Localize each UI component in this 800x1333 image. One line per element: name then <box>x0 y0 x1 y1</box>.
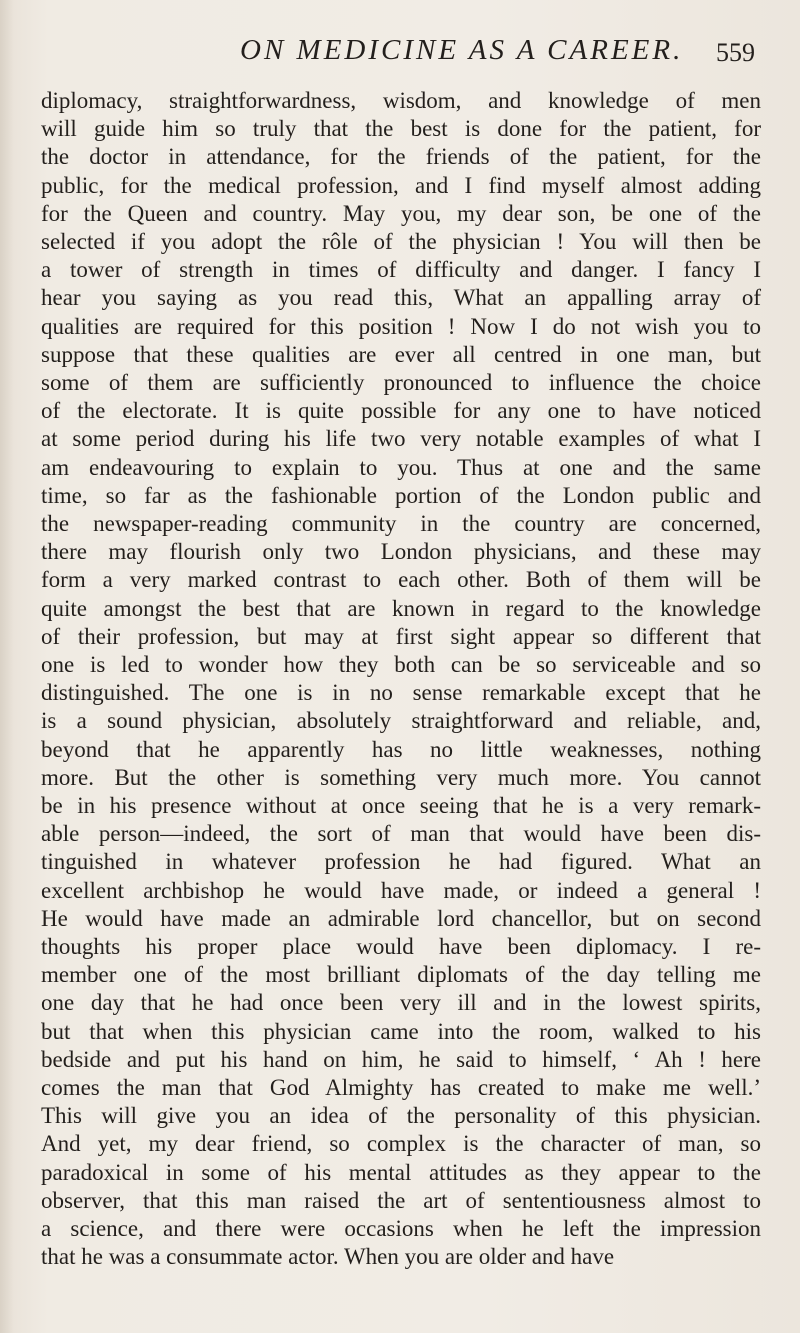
text-line: excellent archbishop he would have made, or indeed a general ! <box>41 877 761 903</box>
text-line: hear you saying as you read this, What an appalling array of <box>41 285 761 311</box>
text-line: is a sound physician, absolutely straightforward and reliable, and, <box>41 708 761 734</box>
text-line: quite amongst the best that are known in regard to the knowledge <box>41 595 761 621</box>
page-number: 559 <box>716 38 755 67</box>
text-line: that he was a consummate actor. When you are older and have <box>41 1244 615 1270</box>
text-line: but that when this physician came into the room, walked to his <box>41 1018 761 1044</box>
text-line: the doctor in attendance, for the friends of the patient, for the <box>41 144 761 170</box>
text-line: of their profession, but may at first sight appear so different that <box>41 623 761 649</box>
binding-shadow <box>0 0 14 1333</box>
text-line: distinguished. The one is in no sense remarkable except that he <box>41 680 761 706</box>
text-line: a tower of strength in times of difficulty and danger. I fancy I <box>41 257 761 283</box>
text-line: able person—indeed, the sort of man that would have been dis- <box>41 821 761 847</box>
text-line: paradoxical in some of his mental attitudes as they appear to the <box>41 1159 761 1185</box>
text-line: more. But the other is something very much more. You cannot <box>41 764 761 790</box>
text-line: observer, that this man raised the art of sententiousness almost to <box>41 1187 761 1213</box>
text-line: beyond that he apparently has no little weaknesses, nothing <box>41 736 761 762</box>
text-line: am endeavouring to explain to you. Thus at one and the same <box>41 454 761 480</box>
page-header <box>0 34 800 74</box>
text-line: for the Queen and country. May you, my dear son, be one of the <box>41 200 761 226</box>
text-line: one is led to wonder how they both can be so serviceable and so <box>41 652 761 677</box>
text-line: selected if you adopt the rôle of the physician ! You will then be <box>41 229 761 254</box>
text-line: form a very marked contrast to each other. Both of them will be <box>41 567 761 593</box>
text-line: one day that he had once been very ill and in the lowest spirits, <box>41 990 761 1016</box>
text-line: comes the man that God Almighty has created to make me well.’ <box>41 1075 761 1100</box>
text-line: member one of the most brilliant diplomats of the day telling me <box>41 962 761 988</box>
text-line: tinguished in whatever profession he had figured. What an <box>41 849 761 875</box>
text-line: will guide him so truly that the best is done for the patient, for <box>41 116 761 142</box>
text-line: of the electorate. It is quite possible for any one to have noticed <box>41 398 761 424</box>
text-line: suppose that these qualities are ever all centred in one man, but <box>41 341 761 367</box>
running-head: ON MEDICINE AS A CAREER. <box>240 34 684 66</box>
text-line: some of them are sufficiently pronounced to influence the choice <box>41 370 761 395</box>
text-line: This will give you an idea of the personality of this physician. <box>41 1103 761 1129</box>
text-line: He would have made an admirable lord chancellor, but on second <box>41 905 761 931</box>
text-line: time, so far as the fashionable portion of the London public and <box>41 482 761 508</box>
text-line: diplomacy, straightforwardness, wisdom, and knowledge of men <box>41 88 761 113</box>
text-line: at some period during his life two very notable examples of what I <box>41 426 761 452</box>
text-line: the newspaper-reading community in the country are concerned, <box>41 511 761 536</box>
text-line: there may flourish only two London physicians, and these may <box>41 539 761 565</box>
text-line: qualities are required for this position ! Now I do not wish you to <box>41 313 761 339</box>
text-line: And yet, my dear friend, so complex is the character of man, so <box>41 1131 761 1157</box>
text-line: thoughts his proper place would have been diplomacy. I re- <box>41 934 761 959</box>
text-line: a science, and there were occasions when he left the impression <box>41 1216 761 1241</box>
text-line: public, for the medical profession, and I find myself almost adding <box>41 172 761 198</box>
text-line: bedside and put his hand on him, he said to himself, ‘ Ah ! here <box>41 1046 761 1072</box>
text-line: be in his presence without at once seeing that he is a very remark- <box>41 793 761 818</box>
